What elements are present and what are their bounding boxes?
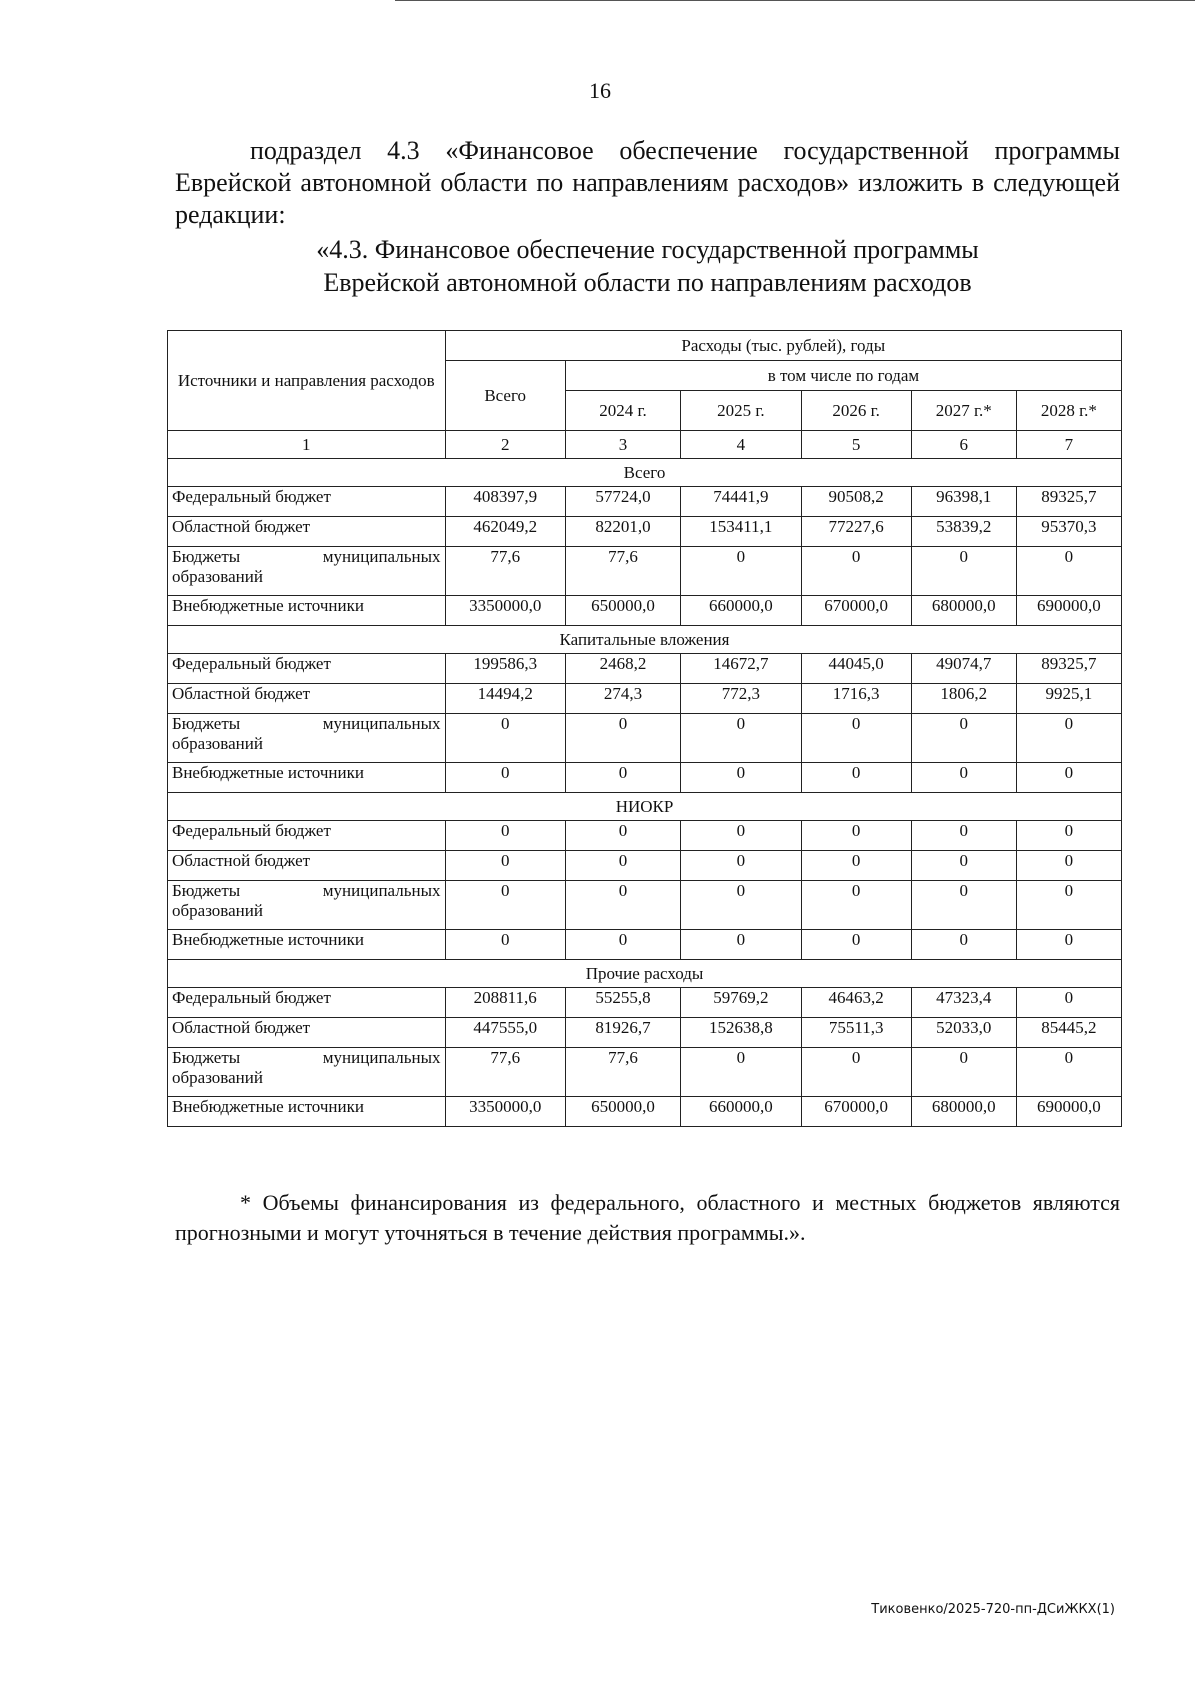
value-cell: 0 [911,930,1016,960]
value-cell: 408397,9 [445,487,565,517]
value-cell: 52033,0 [911,1018,1016,1048]
value-cell: 0 [801,881,911,930]
value-cell: 0 [911,714,1016,763]
section-row [168,459,1122,487]
table-row [168,1018,1122,1048]
section-title [175,233,1120,299]
column-number: 7 [1016,431,1121,459]
header-by-years: в том числе по годам [565,361,1121,391]
source-cell: Областной бюджет [168,851,446,881]
section-row [168,626,1122,654]
table-body [168,459,1122,1127]
value-cell: 77,6 [445,547,565,596]
source-cell: Внебюджетные источники [168,596,446,626]
source-cell: Областной бюджет [168,684,446,714]
value-cell: 0 [1016,821,1121,851]
value-cell: 447555,0 [445,1018,565,1048]
table-row [168,596,1122,626]
column-number: 5 [801,431,911,459]
value-cell: 14494,2 [445,684,565,714]
section-row [168,793,1122,821]
value-cell: 660000,0 [681,596,801,626]
source-cell: Внебюджетные источники [168,930,446,960]
intro-paragraph: подраздел 4.3 «Финансовое обеспечение государственной программы Еврейской автономной области по направлениям расходов» изложить в следующей редакции: [175,136,1120,229]
value-cell: 77,6 [445,1048,565,1097]
table-row [168,988,1122,1018]
source-label: муниципальных [322,547,441,566]
source-cell [168,1048,446,1097]
value-cell: 0 [565,930,680,960]
value-cell: 0 [911,547,1016,596]
value-cell: 772,3 [681,684,801,714]
value-cell: 0 [1016,930,1121,960]
value-cell: 0 [911,821,1016,851]
page-number: 16 [589,78,611,103]
value-cell: 462049,2 [445,517,565,547]
value-cell: 59769,2 [681,988,801,1018]
header-year-2024: 2024 г. [565,391,680,431]
value-cell: 95370,3 [1016,517,1121,547]
section-title-cell: Капитальные вложения [168,626,1122,654]
value-cell: 0 [565,714,680,763]
value-cell: 57724,0 [565,487,680,517]
value-cell: 89325,7 [1016,487,1121,517]
column-number: 2 [445,431,565,459]
value-cell: 75511,3 [801,1018,911,1048]
value-cell: 1806,2 [911,684,1016,714]
value-cell: 90508,2 [801,487,911,517]
value-cell: 0 [681,930,801,960]
value-cell: 0 [801,714,911,763]
source-label: образований [172,567,263,586]
value-cell: 0 [681,547,801,596]
source-label: Бюджеты [172,547,241,566]
value-cell: 0 [681,821,801,851]
value-cell: 0 [681,1048,801,1097]
top-border-line [395,0,1195,1]
section-title-line-1: «4.3. Финансовое обеспечение государственной программы [316,235,979,264]
source-cell: Областной бюджет [168,517,446,547]
source-label: Бюджеты [172,881,241,900]
value-cell: 0 [911,1048,1016,1097]
value-cell: 0 [445,851,565,881]
source-label: муниципальных [322,1048,441,1067]
table-row [168,1097,1122,1127]
value-cell: 0 [801,930,911,960]
table-row [168,517,1122,547]
value-cell: 2468,2 [565,654,680,684]
value-cell: 9925,1 [1016,684,1121,714]
column-number: 1 [168,431,446,459]
value-cell: 3350000,0 [445,596,565,626]
value-cell: 0 [445,821,565,851]
value-cell: 55255,8 [565,988,680,1018]
section-title-cell: Всего [168,459,1122,487]
table-row [168,487,1122,517]
column-number: 3 [565,431,680,459]
value-cell: 680000,0 [911,596,1016,626]
value-cell: 0 [1016,1048,1121,1097]
source-cell: Областной бюджет [168,1018,446,1048]
value-cell: 77,6 [565,547,680,596]
table-row [168,821,1122,851]
value-cell: 0 [445,763,565,793]
value-cell: 660000,0 [681,1097,801,1127]
source-cell [168,547,446,596]
value-cell: 0 [801,763,911,793]
value-cell: 0 [445,930,565,960]
source-cell [168,714,446,763]
header-total: Всего [445,361,565,431]
source-label: Бюджеты [172,714,241,733]
value-cell: 0 [681,881,801,930]
section-title-cell: НИОКР [168,793,1122,821]
value-cell: 0 [801,821,911,851]
source-cell: Федеральный бюджет [168,654,446,684]
value-cell: 0 [1016,881,1121,930]
value-cell: 0 [1016,988,1121,1018]
value-cell: 77227,6 [801,517,911,547]
value-cell: 0 [1016,547,1121,596]
footnote: * Объемы финансирования из федерального, областного и местных бюджетов являются прогнозными и могут уточняться в течение действия программы.». [175,1190,1120,1245]
value-cell: 74441,9 [681,487,801,517]
value-cell: 85445,2 [1016,1018,1121,1048]
value-cell: 89325,7 [1016,654,1121,684]
table-row [168,714,1122,763]
header-expenses: Расходы (тыс. рублей), годы [445,331,1122,361]
value-cell: 274,3 [565,684,680,714]
table-row [168,930,1122,960]
value-cell: 0 [445,714,565,763]
column-number: 6 [911,431,1016,459]
table-row [168,1048,1122,1097]
header-source: Источники и направления расходов [168,331,446,431]
value-cell: 46463,2 [801,988,911,1018]
value-cell: 77,6 [565,1048,680,1097]
source-cell [168,881,446,930]
value-cell: 153411,1 [681,517,801,547]
value-cell: 208811,6 [445,988,565,1018]
value-cell: 680000,0 [911,1097,1016,1127]
value-cell: 44045,0 [801,654,911,684]
source-label: образований [172,1068,263,1087]
value-cell: 0 [801,851,911,881]
table-row [168,881,1122,930]
column-numbers-row [168,431,1122,459]
header-year-2027: 2027 г.* [911,391,1016,431]
table-row [168,684,1122,714]
table-row [168,851,1122,881]
source-cell: Федеральный бюджет [168,487,446,517]
source-label: образований [172,734,263,753]
value-cell: 0 [565,881,680,930]
value-cell: 0 [445,881,565,930]
header-year-2025: 2025 г. [681,391,801,431]
column-number: 4 [681,431,801,459]
document-code: Тиковенко/2025-720-пп-ДСиЖКХ(1) [871,1602,1115,1617]
section-title-line-2: Еврейской автономной области по направлениям расходов [323,268,972,297]
value-cell: 0 [1016,851,1121,881]
value-cell: 14672,7 [681,654,801,684]
value-cell: 1716,3 [801,684,911,714]
value-cell: 0 [1016,714,1121,763]
value-cell: 670000,0 [801,1097,911,1127]
value-cell: 0 [1016,763,1121,793]
value-cell: 0 [681,763,801,793]
value-cell: 650000,0 [565,596,680,626]
value-cell: 0 [565,763,680,793]
value-cell: 0 [565,821,680,851]
value-cell: 0 [565,851,680,881]
table-row [168,763,1122,793]
value-cell: 0 [681,714,801,763]
value-cell: 49074,7 [911,654,1016,684]
value-cell: 0 [911,763,1016,793]
value-cell: 690000,0 [1016,596,1121,626]
financing-table [167,330,1122,1127]
header-year-2026: 2026 г. [801,391,911,431]
value-cell: 199586,3 [445,654,565,684]
value-cell: 82201,0 [565,517,680,547]
value-cell: 0 [801,1048,911,1097]
table-row [168,654,1122,684]
source-label: Бюджеты [172,1048,241,1067]
value-cell: 152638,8 [681,1018,801,1048]
section-title-cell: Прочие расходы [168,960,1122,988]
header-year-2028: 2028 г.* [1016,391,1121,431]
source-cell: Внебюджетные источники [168,1097,446,1127]
value-cell: 0 [801,547,911,596]
value-cell: 47323,4 [911,988,1016,1018]
source-label: муниципальных [322,714,441,733]
value-cell: 81926,7 [565,1018,680,1048]
source-cell: Федеральный бюджет [168,988,446,1018]
value-cell: 0 [681,851,801,881]
value-cell: 0 [911,851,1016,881]
source-label: муниципальных [322,881,441,900]
table-header [168,331,1122,459]
value-cell: 0 [911,881,1016,930]
source-label: образований [172,901,263,920]
value-cell: 650000,0 [565,1097,680,1127]
section-row [168,960,1122,988]
value-cell: 3350000,0 [445,1097,565,1127]
table-row [168,547,1122,596]
value-cell: 53839,2 [911,517,1016,547]
value-cell: 670000,0 [801,596,911,626]
source-cell: Внебюджетные источники [168,763,446,793]
value-cell: 690000,0 [1016,1097,1121,1127]
value-cell: 96398,1 [911,487,1016,517]
source-cell: Федеральный бюджет [168,821,446,851]
